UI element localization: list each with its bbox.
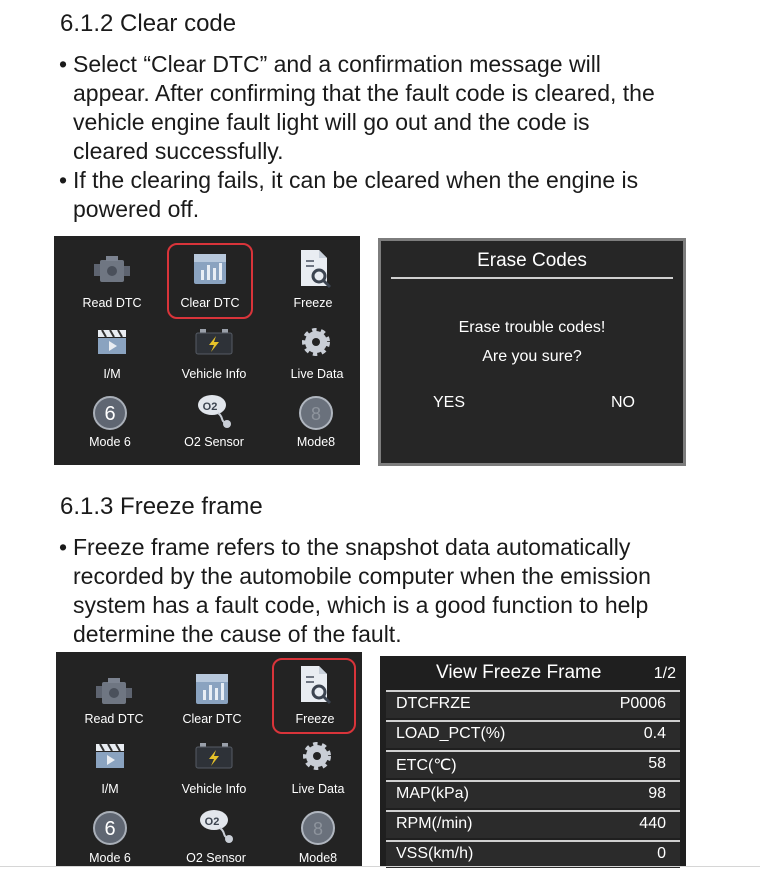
text-line: cleared successfully. xyxy=(73,138,284,164)
row-value: 58 xyxy=(648,755,666,772)
row-key: DTCFRZE xyxy=(396,695,471,712)
menu-item-label: Mode 6 xyxy=(89,851,131,865)
o2-sensor-icon xyxy=(196,808,236,846)
erase-codes-dialog xyxy=(378,238,686,466)
text-line: powered off. xyxy=(73,196,200,222)
menu-item-live-data[interactable] xyxy=(267,324,367,384)
bullet-paragraph-1 xyxy=(59,50,655,166)
mode6-glyph: 6 xyxy=(104,818,116,840)
text-line: Freeze frame refers to the snapshot data automatically xyxy=(73,534,631,560)
o2-sensor-icon xyxy=(194,393,234,431)
menu-item-vehicle-info[interactable] xyxy=(164,324,264,384)
menu-item-label: Live Data xyxy=(291,782,345,796)
device-menu-panel-freeze xyxy=(56,652,362,866)
row-value: P0006 xyxy=(619,695,666,712)
menu-item-label: Live Data xyxy=(290,367,344,381)
row-key: LOAD_PCT(%) xyxy=(396,725,506,742)
bullet-paragraph-2 xyxy=(59,166,639,224)
menu-item-label: O2 Sensor xyxy=(186,851,246,865)
row-value: 440 xyxy=(639,815,666,832)
dialog-message-line1: Erase trouble codes! xyxy=(458,319,606,336)
dialog-message-line2: Are you sure? xyxy=(482,348,582,365)
table-row[interactable] xyxy=(386,720,680,748)
menu-item-freeze[interactable] xyxy=(265,664,365,734)
page-indicator: 1/2 xyxy=(653,665,676,682)
dialog-divider xyxy=(391,277,673,279)
menu-item-label: Freeze xyxy=(295,712,335,726)
dialog-title: Erase Codes xyxy=(477,250,587,271)
document-search-icon xyxy=(297,664,333,706)
table-row[interactable] xyxy=(386,840,680,868)
menu-item-mode-6[interactable] xyxy=(60,810,160,866)
battery-icon xyxy=(194,742,234,770)
menu-item-mode8[interactable] xyxy=(266,393,366,457)
menu-item-o2-sensor[interactable] xyxy=(166,808,266,866)
chart-icon xyxy=(192,252,228,286)
mode8-glyph: 8 xyxy=(312,819,324,839)
row-key: RPM(/min) xyxy=(396,815,473,832)
menu-item-live-data[interactable] xyxy=(268,740,368,800)
bullet-dot: • xyxy=(59,51,68,77)
menu-item-o2-sensor[interactable] xyxy=(164,393,264,457)
menu-item-label: Mode8 xyxy=(298,851,338,865)
text-line: Select “Clear DTC” and a confirmation message will xyxy=(73,51,601,77)
menu-item-clear-dtc[interactable] xyxy=(160,246,260,316)
mode8-glyph: 8 xyxy=(310,404,322,424)
view-freeze-frame-screen xyxy=(380,656,686,866)
row-key: VSS(km/h) xyxy=(396,845,474,862)
clapperboard-icon xyxy=(94,742,126,770)
bullet-paragraph-3 xyxy=(59,533,651,649)
mode6-glyph: 6 xyxy=(104,403,116,425)
text-line: vehicle engine fault light will go out and the code is xyxy=(73,109,590,135)
engine-icon xyxy=(92,254,132,288)
chart-icon xyxy=(194,672,230,706)
menu-item-label: Vehicle Info xyxy=(181,367,247,381)
menu-item-mode-6[interactable] xyxy=(60,393,160,457)
mode8-icon xyxy=(298,395,334,431)
page-bottom-rule xyxy=(0,866,760,867)
table-row[interactable] xyxy=(386,780,680,808)
text-line: system has a fault code, which is a good function to help xyxy=(73,592,649,618)
row-key: ETC(℃) xyxy=(396,757,457,774)
menu-item-read-dtc[interactable] xyxy=(62,246,162,316)
menu-item-label: Mode8 xyxy=(296,435,336,449)
row-value: 0.4 xyxy=(643,725,666,742)
yes-button[interactable]: YES xyxy=(433,394,466,411)
mode6-icon xyxy=(92,395,128,431)
menu-item-label: Vehicle Info xyxy=(181,782,247,796)
menu-item-label: Clear DTC xyxy=(182,712,242,726)
menu-item-im[interactable] xyxy=(60,740,160,800)
text-line: appear. After confirming that the fault code is cleared, the xyxy=(73,80,655,106)
table-row[interactable] xyxy=(386,690,680,718)
mode6-icon xyxy=(92,810,128,846)
menu-item-clear-dtc[interactable] xyxy=(162,668,262,738)
document-search-icon xyxy=(297,248,333,290)
menu-item-label: Read DTC xyxy=(84,712,144,726)
o2-glyph: O2 xyxy=(204,816,220,828)
menu-item-label: I/M xyxy=(101,782,119,796)
table-row[interactable] xyxy=(386,750,680,778)
gear-icon xyxy=(300,326,332,358)
bullet-dot: • xyxy=(59,167,68,193)
clapperboard-icon xyxy=(96,328,128,356)
menu-item-label: O2 Sensor xyxy=(184,435,244,449)
menu-item-label: Clear DTC xyxy=(180,296,240,310)
menu-item-im[interactable] xyxy=(62,324,162,384)
menu-item-label: I/M xyxy=(103,367,121,381)
mode8-icon xyxy=(300,810,336,846)
menu-item-label: Mode 6 xyxy=(89,435,131,449)
device-menu-panel-clear xyxy=(54,236,360,465)
menu-item-mode8[interactable] xyxy=(268,810,368,866)
text-line: If the clearing fails, it can be cleared when the engine is xyxy=(73,167,639,193)
no-button[interactable]: NO xyxy=(611,394,635,411)
row-key: MAP(kPa) xyxy=(396,785,469,802)
section-heading-freeze-frame: 6.1.3 Freeze frame xyxy=(60,493,263,520)
text-line: determine the cause of the fault. xyxy=(73,621,402,647)
text-line: recorded by the automobile computer when the emission xyxy=(73,563,651,589)
bullet-dot: • xyxy=(59,534,68,560)
menu-item-label: Read DTC xyxy=(82,296,142,310)
row-value: 0 xyxy=(657,845,666,862)
gear-icon xyxy=(301,740,333,772)
menu-item-vehicle-info[interactable] xyxy=(164,740,264,800)
freeze-frame-title: View Freeze Frame xyxy=(436,662,602,683)
engine-icon xyxy=(94,676,134,710)
menu-item-read-dtc[interactable] xyxy=(64,668,164,738)
freeze-frame-header xyxy=(380,656,686,688)
o2-glyph: O2 xyxy=(202,401,218,413)
table-row[interactable] xyxy=(386,810,680,838)
row-value: 98 xyxy=(648,785,666,802)
section-heading-clear-code: 6.1.2 Clear code xyxy=(60,10,237,37)
battery-icon xyxy=(194,328,234,356)
menu-item-label: Freeze xyxy=(293,296,333,310)
menu-item-freeze[interactable] xyxy=(263,246,363,316)
